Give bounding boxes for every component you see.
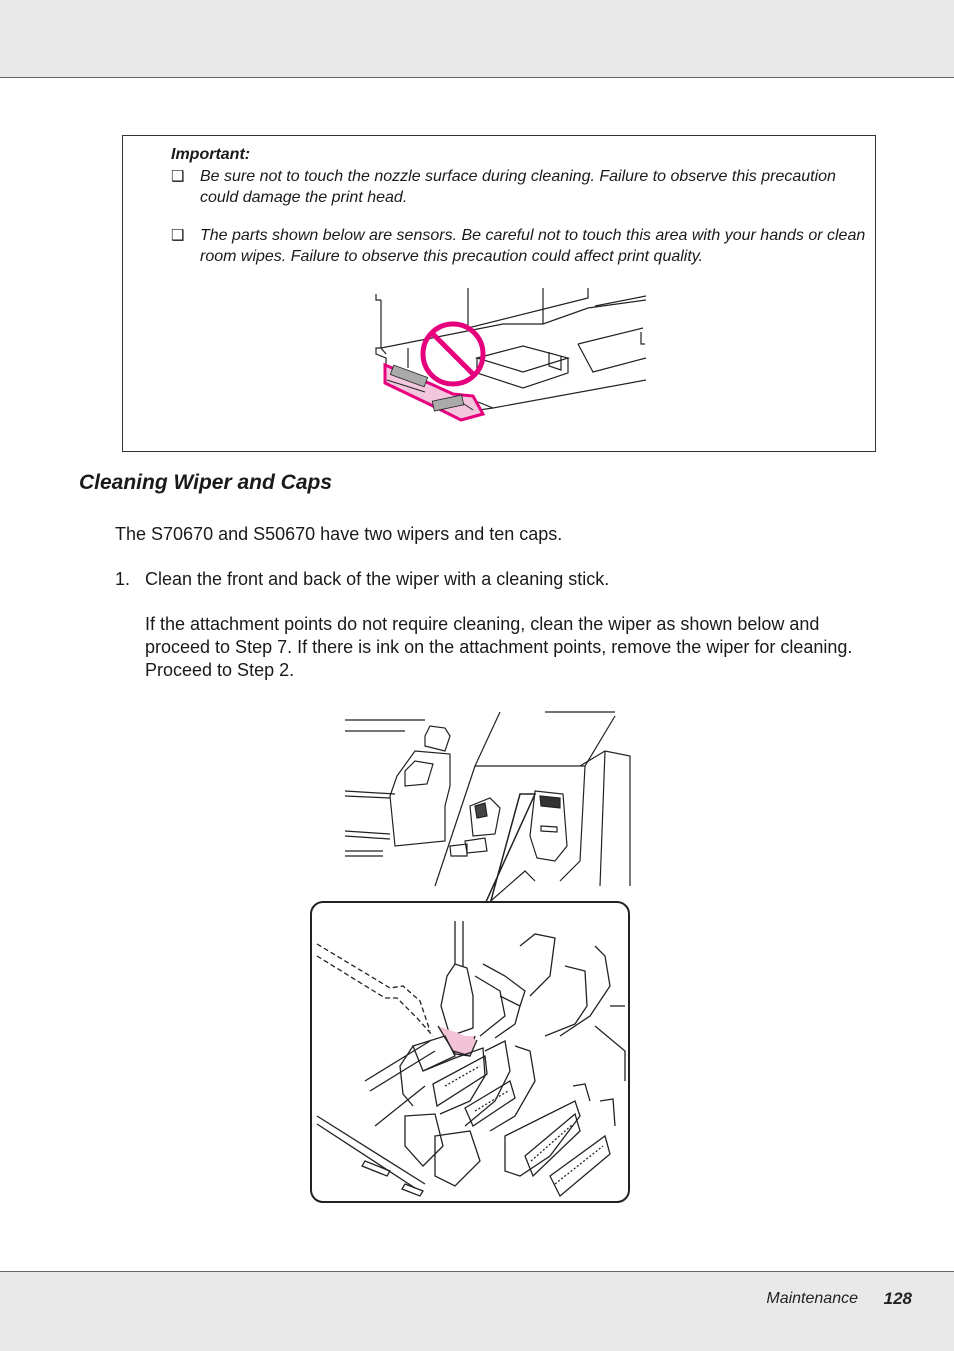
step-text: Clean the front and back of the wiper with a cleaning stick.: [145, 569, 610, 589]
header-band: [0, 0, 954, 78]
important-bullet-2: [171, 225, 867, 267]
prohibited-icon: [423, 324, 483, 384]
important-title: Important:: [171, 146, 251, 163]
important-notice-box: [122, 135, 876, 452]
section-heading: Cleaning Wiper and Caps: [79, 471, 333, 494]
checkbox-bullet-icon: ❑: [171, 168, 185, 185]
sensor-area-illustration: [373, 288, 648, 433]
intro-paragraph: The S70670 and S50670 have two wipers and ten caps.: [115, 524, 563, 544]
sensor-highlight: [385, 365, 483, 420]
checkbox-bullet-icon: ❑: [171, 227, 185, 244]
step-detail: If the attachment points do not require cleaning, clean the wiper as shown below and proceed to Step 7. If there is ink on the attachment points, remove the wiper for cleaning. Proceed to Step 2.: [145, 614, 853, 680]
bullet-text: Be sure not to touch the nozzle surface during cleaning. Failure to observe this precaution could damage the print head.: [200, 168, 836, 206]
footer-section-name: Maintenance: [766, 1290, 858, 1307]
step-number: 1.: [115, 569, 131, 589]
wiper-cleaning-illustration: [305, 706, 635, 1206]
footer-band: [0, 1271, 954, 1351]
important-bullet-1: [171, 166, 867, 208]
footer-page-number: 128: [883, 1289, 912, 1308]
bullet-text: The parts shown below are sensors. Be careful not to touch this area with your hands or clean room wipes. Failure to observe this precaution could affect print quality.: [200, 227, 866, 265]
